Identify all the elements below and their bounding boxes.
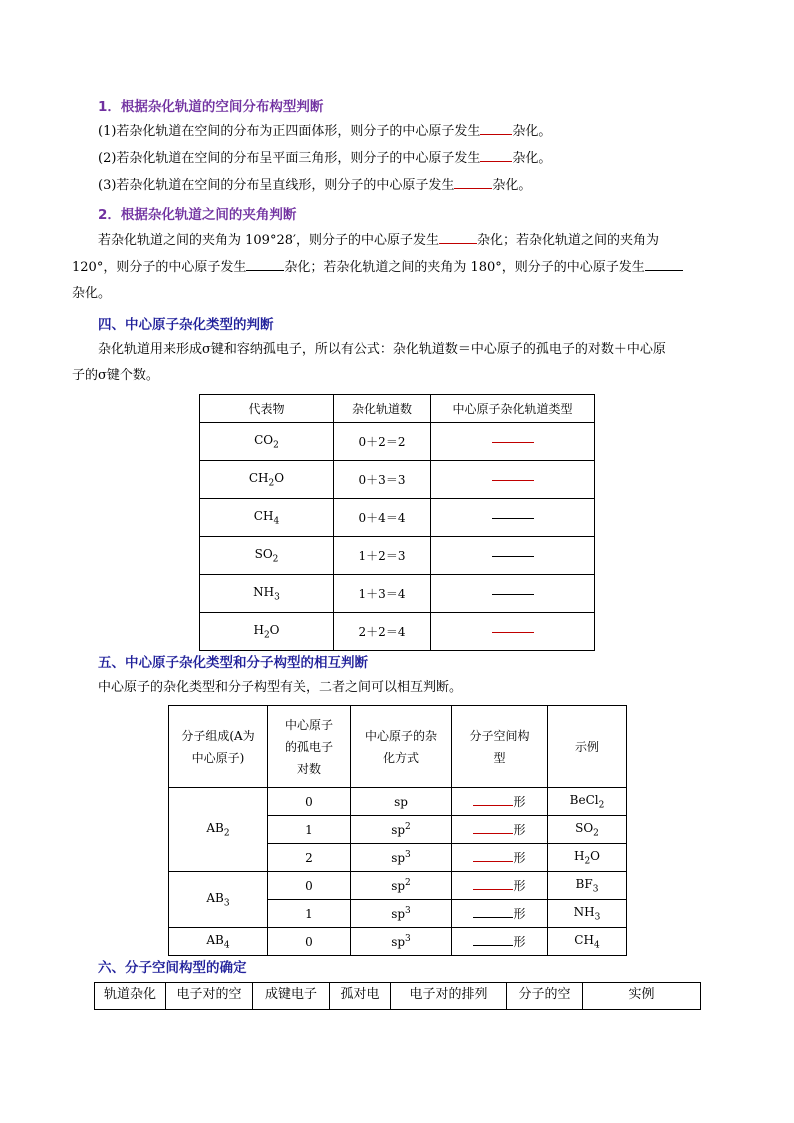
answer-blank[interactable]	[645, 258, 683, 271]
sec2-para-line-1	[98, 231, 659, 250]
sec1-line-2	[98, 149, 551, 168]
section-4-heading: 四、中心原子杂化类型的判断	[98, 317, 274, 333]
col-header-orbital-count: 杂化轨道数	[334, 395, 431, 423]
col-header-hybridization: 中心原子的杂 化方式	[351, 706, 452, 788]
sec1-line-1	[98, 122, 551, 141]
orbital-count-cell: 1＋2＝3	[334, 537, 431, 575]
col-header-arrangement: 电子对的排列	[391, 983, 507, 1010]
col-header-hybrid: 轨道杂化	[95, 983, 166, 1010]
answer-blank[interactable]	[439, 231, 477, 244]
sec2-text-4: 杂化；若杂化轨道之间的夹角为 180°，则分子的中心原子发生	[284, 260, 645, 275]
example-cell: $CH_4$	[548, 928, 627, 956]
answer-blank[interactable]	[246, 258, 284, 271]
example-cell: BeCl$_2$	[548, 788, 627, 816]
answer-cell[interactable]	[431, 613, 595, 651]
col-header-bonding-pairs: 成键电子	[253, 983, 330, 1010]
section-5-heading: 五、中心原子杂化类型和分子构型的相互判断	[98, 655, 368, 671]
col-header-molecular-space: 分子的空	[507, 983, 583, 1010]
lone-pair-cell: 0	[268, 872, 351, 900]
answer-cell[interactable]	[431, 499, 595, 537]
table-row	[169, 788, 627, 816]
answer-blank[interactable]	[480, 122, 512, 135]
section-2-heading: 2．根据杂化轨道之间的夹角判断	[98, 207, 297, 223]
compound-cell: $H_2O$	[200, 613, 334, 651]
compound-cell: $CO_2$	[200, 423, 334, 461]
compound-cell: $CH_4$	[200, 499, 334, 537]
table-row	[200, 613, 595, 651]
compound-cell: $SO_2$	[200, 537, 334, 575]
hybrid-cell: sp	[351, 788, 452, 816]
sec1-line-1-tail: 杂化。	[512, 124, 552, 139]
answer-cell[interactable]	[431, 575, 595, 613]
section-6-heading: 六、分子空间构型的确定	[98, 960, 247, 976]
hybrid-cell: $sp^3$	[351, 928, 452, 956]
example-cell: $BF_3$	[548, 872, 627, 900]
sec1-line-2-tail: 杂化。	[512, 151, 552, 166]
table-row	[169, 872, 627, 900]
shape-answer-cell[interactable]: 形	[452, 900, 548, 928]
compound-cell: $CH_2O$	[200, 461, 334, 499]
col-header-composition: 分子组成(A为 中心原子)	[169, 706, 268, 788]
orbital-count-cell: 0＋4＝4	[334, 499, 431, 537]
orbital-count-cell: 1＋3＝4	[334, 575, 431, 613]
sec1-line-1-text: (1)若杂化轨道在空间的分布为正四面体形，则分子的中心原子发生	[98, 124, 481, 139]
sec2-text-1: 若杂化轨道之间的夹角为 109°28′，则分子的中心原子发生	[98, 233, 439, 248]
table-row	[169, 928, 627, 956]
hybrid-cell: $sp^2$	[351, 816, 452, 844]
table-row	[200, 461, 595, 499]
shape-answer-cell[interactable]: 形	[452, 844, 548, 872]
sec2-text-3: 120°，则分子的中心原子发生	[72, 260, 247, 275]
hybrid-cell: $sp^3$	[351, 900, 452, 928]
shape-answer-cell[interactable]: 形	[452, 872, 548, 900]
table-row	[200, 575, 595, 613]
example-cell: $NH_3$	[548, 900, 627, 928]
example-cell: $H_2O$	[548, 844, 627, 872]
sec5-intro: 中心原子的杂化类型和分子构型有关，二者之间可以相互判断。	[98, 680, 463, 695]
col-header-lone-pairs: 孤对电	[330, 983, 391, 1010]
col-header-example: 实例	[583, 983, 701, 1010]
sec1-line-3-text: (3)若杂化轨道在空间的分布呈直线形，则分子的中心原子发生	[98, 178, 455, 193]
col-header-pair-space: 电子对的空	[166, 983, 253, 1010]
sec4-intro-1: 杂化轨道用来形成σ键和容纳孤电子，所以有公式：杂化轨道数＝中心原子的孤电子的对数＋中心原	[98, 342, 666, 357]
hybridization-table	[199, 394, 595, 651]
example-cell: $SO_2$	[548, 816, 627, 844]
col-header-lone-pairs: 中心原子 的孤电子 对数	[268, 706, 351, 788]
sec1-line-2-text: (2)若杂化轨道在空间的分布呈平面三角形，则分子的中心原子发生	[98, 151, 481, 166]
col-header-geometry: 分子空间构 型	[452, 706, 548, 788]
compound-cell: $NH_3$	[200, 575, 334, 613]
group-ab4: $AB_4$	[169, 928, 268, 956]
group-ab2: $AB_2$	[169, 788, 268, 872]
sec2-text-5: 杂化。	[72, 286, 112, 301]
lone-pair-cell: 1	[268, 900, 351, 928]
sec1-line-3	[98, 176, 531, 195]
table-row	[200, 499, 595, 537]
lone-pair-cell: 0	[268, 788, 351, 816]
hybrid-cell: $sp^2$	[351, 872, 452, 900]
shape-answer-cell[interactable]: 形	[452, 928, 548, 956]
sec1-line-3-tail: 杂化。	[492, 178, 532, 193]
table-row	[200, 423, 595, 461]
sec2-para-line-2	[72, 258, 683, 277]
answer-blank[interactable]	[454, 176, 492, 189]
table-row	[200, 537, 595, 575]
orbital-count-cell: 0＋2＝2	[334, 423, 431, 461]
col-header-hybrid-type: 中心原子杂化轨道类型	[431, 395, 595, 423]
group-ab3: $AB_3$	[169, 872, 268, 928]
section-1-heading: 1．根据杂化轨道的空间分布构型判断	[98, 99, 324, 115]
col-header-example: 示例	[548, 706, 627, 788]
sec4-intro-2: 子的σ键个数。	[72, 368, 159, 383]
answer-cell[interactable]	[431, 423, 595, 461]
shape-answer-cell[interactable]: 形	[452, 816, 548, 844]
orbital-count-cell: 0＋3＝3	[334, 461, 431, 499]
lone-pair-cell: 1	[268, 816, 351, 844]
answer-cell[interactable]	[431, 537, 595, 575]
shape-answer-cell[interactable]: 形	[452, 788, 548, 816]
orbital-count-cell: 2＋2＝4	[334, 613, 431, 651]
lone-pair-cell: 0	[268, 928, 351, 956]
answer-cell[interactable]	[431, 461, 595, 499]
molecular-shape-table	[168, 705, 627, 956]
sec2-text-2: 杂化；若杂化轨道之间的夹角为	[476, 233, 659, 248]
col-header-compound: 代表物	[200, 395, 334, 423]
hybrid-cell: $sp^3$	[351, 844, 452, 872]
lone-pair-cell: 2	[268, 844, 351, 872]
answer-blank[interactable]	[480, 149, 512, 162]
geometry-table	[94, 982, 701, 1010]
